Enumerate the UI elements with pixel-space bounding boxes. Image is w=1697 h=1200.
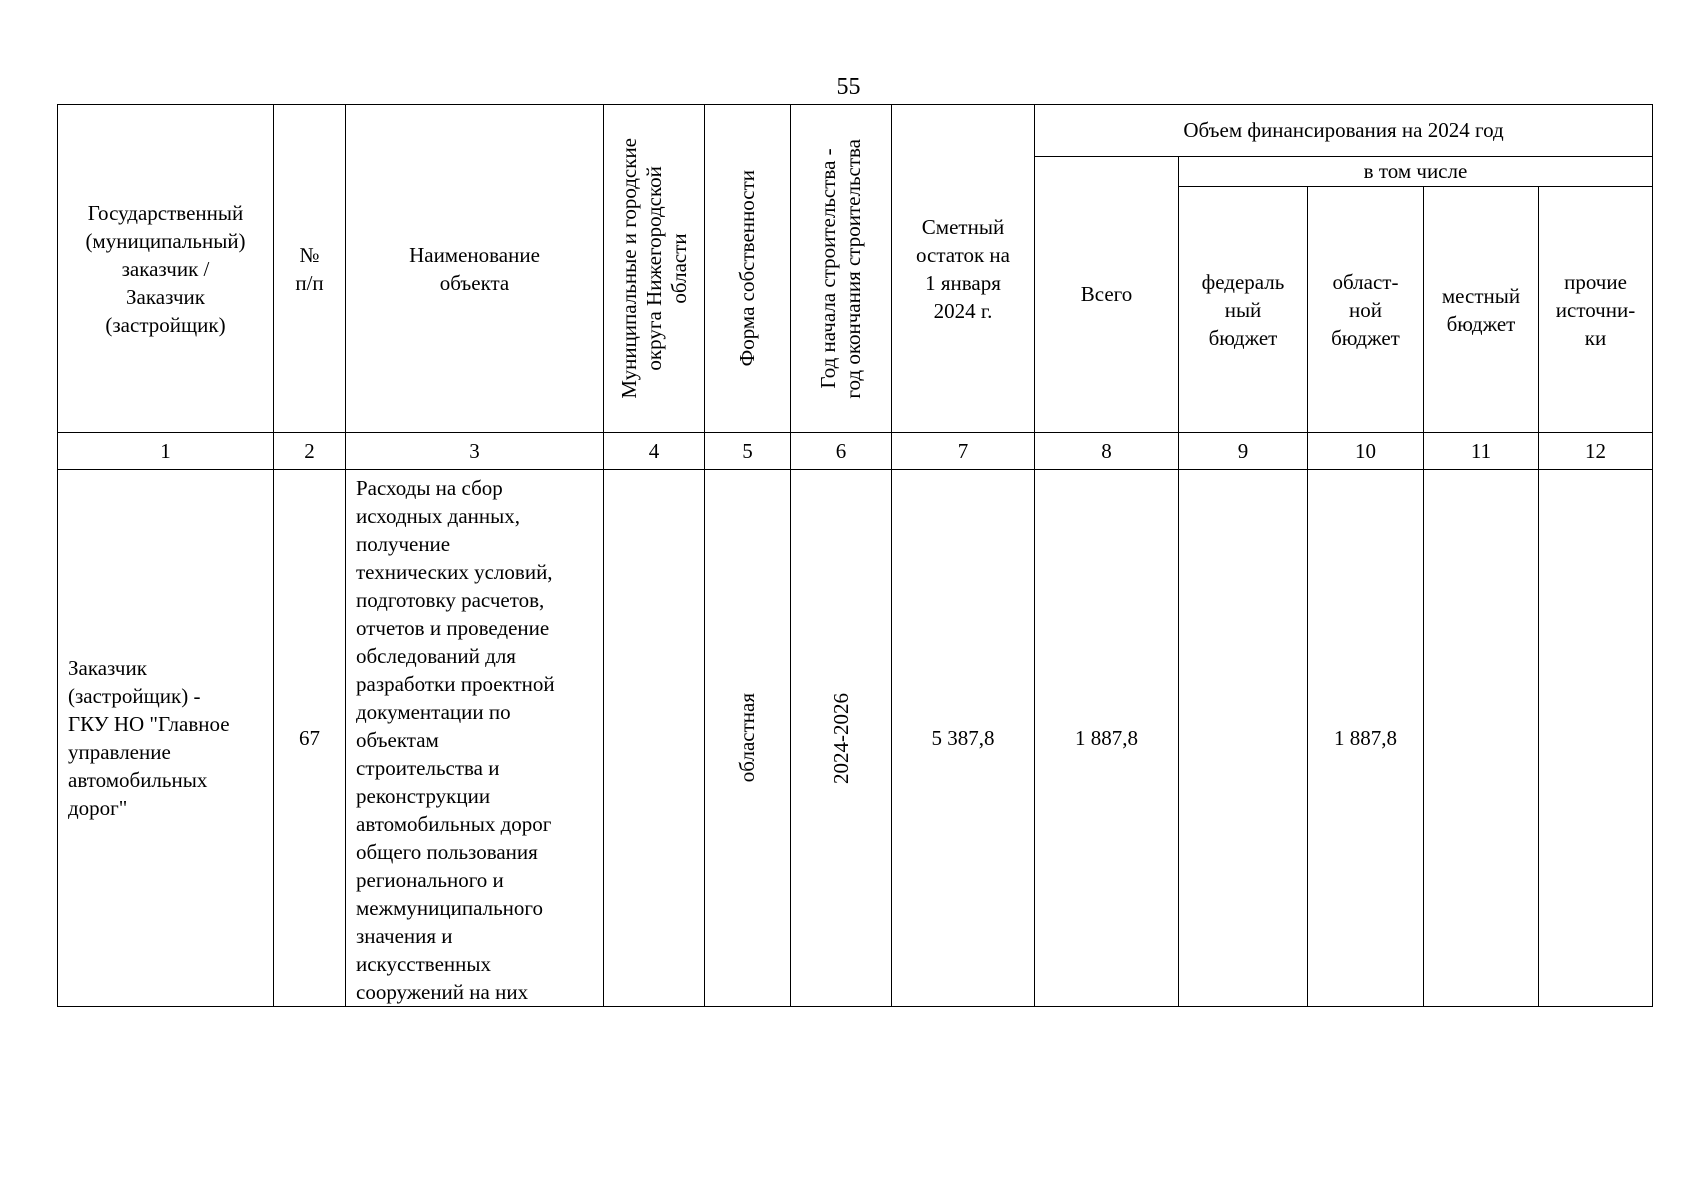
column-number: 4 <box>604 433 705 470</box>
column-number: 11 <box>1424 433 1539 470</box>
column-number: 1 <box>58 433 274 470</box>
header-local: местный бюджет <box>1424 187 1539 433</box>
row-customer: Заказчик (застройщик) - ГКУ НО "Главное управление автомобильных дорог" <box>58 470 274 1007</box>
row-local <box>1424 470 1539 1007</box>
column-number: 12 <box>1539 433 1653 470</box>
header-including: в том числе <box>1179 157 1653 187</box>
column-number: 3 <box>346 433 604 470</box>
header-municipalities: Муниципальные и городские округа Нижегородской области <box>604 105 705 433</box>
column-number: 5 <box>705 433 791 470</box>
column-number: 9 <box>1179 433 1308 470</box>
row-estimate: 5 387,8 <box>892 470 1035 1007</box>
row-total: 1 887,8 <box>1035 470 1179 1007</box>
row-municipality <box>604 470 705 1007</box>
header-estimate: Сметный остаток на 1 января 2024 г. <box>892 105 1035 433</box>
column-number: 10 <box>1308 433 1424 470</box>
row-object-name: Расходы на сбор исходных данных, получение технических условий, подготовку расчетов, отчетов и проведение обследований для разработки проектной документации по объектам строительства и реконструкции автомобильных дорог общего пользования регионального и межмуниципального значения и искусственных сооружений на них <box>346 470 604 1007</box>
row-years: 2024-2026 <box>791 470 892 1007</box>
header-ownership: Форма собственности <box>705 105 791 433</box>
table-row <box>58 470 1653 1007</box>
financing-table <box>57 104 1653 1007</box>
row-federal <box>1179 470 1308 1007</box>
row-regional: 1 887,8 <box>1308 470 1424 1007</box>
row-num: 67 <box>274 470 346 1007</box>
row-other <box>1539 470 1653 1007</box>
column-number: 7 <box>892 433 1035 470</box>
page-number: 55 <box>836 74 861 100</box>
header-regional: област- ной бюджет <box>1308 187 1424 433</box>
column-number: 8 <box>1035 433 1179 470</box>
header-years: Год начала строительства - год окончания строительства <box>791 105 892 433</box>
header-total: Всего <box>1035 157 1179 433</box>
header-num: № п/п <box>274 105 346 433</box>
header-customer: Государственный (муниципальный) заказчик / Заказчик (застройщик) <box>58 105 274 433</box>
header-federal: федераль ный бюджет <box>1179 187 1308 433</box>
header-financing: Объем финансирования на 2024 год <box>1035 105 1653 157</box>
column-number: 2 <box>274 433 346 470</box>
header-other: прочие источни- ки <box>1539 187 1653 433</box>
row-ownership: областная <box>705 470 791 1007</box>
column-numbers-row <box>58 433 1653 470</box>
header-row-1 <box>58 105 1653 157</box>
column-number: 6 <box>791 433 892 470</box>
header-object-name: Наименование объекта <box>346 105 604 433</box>
